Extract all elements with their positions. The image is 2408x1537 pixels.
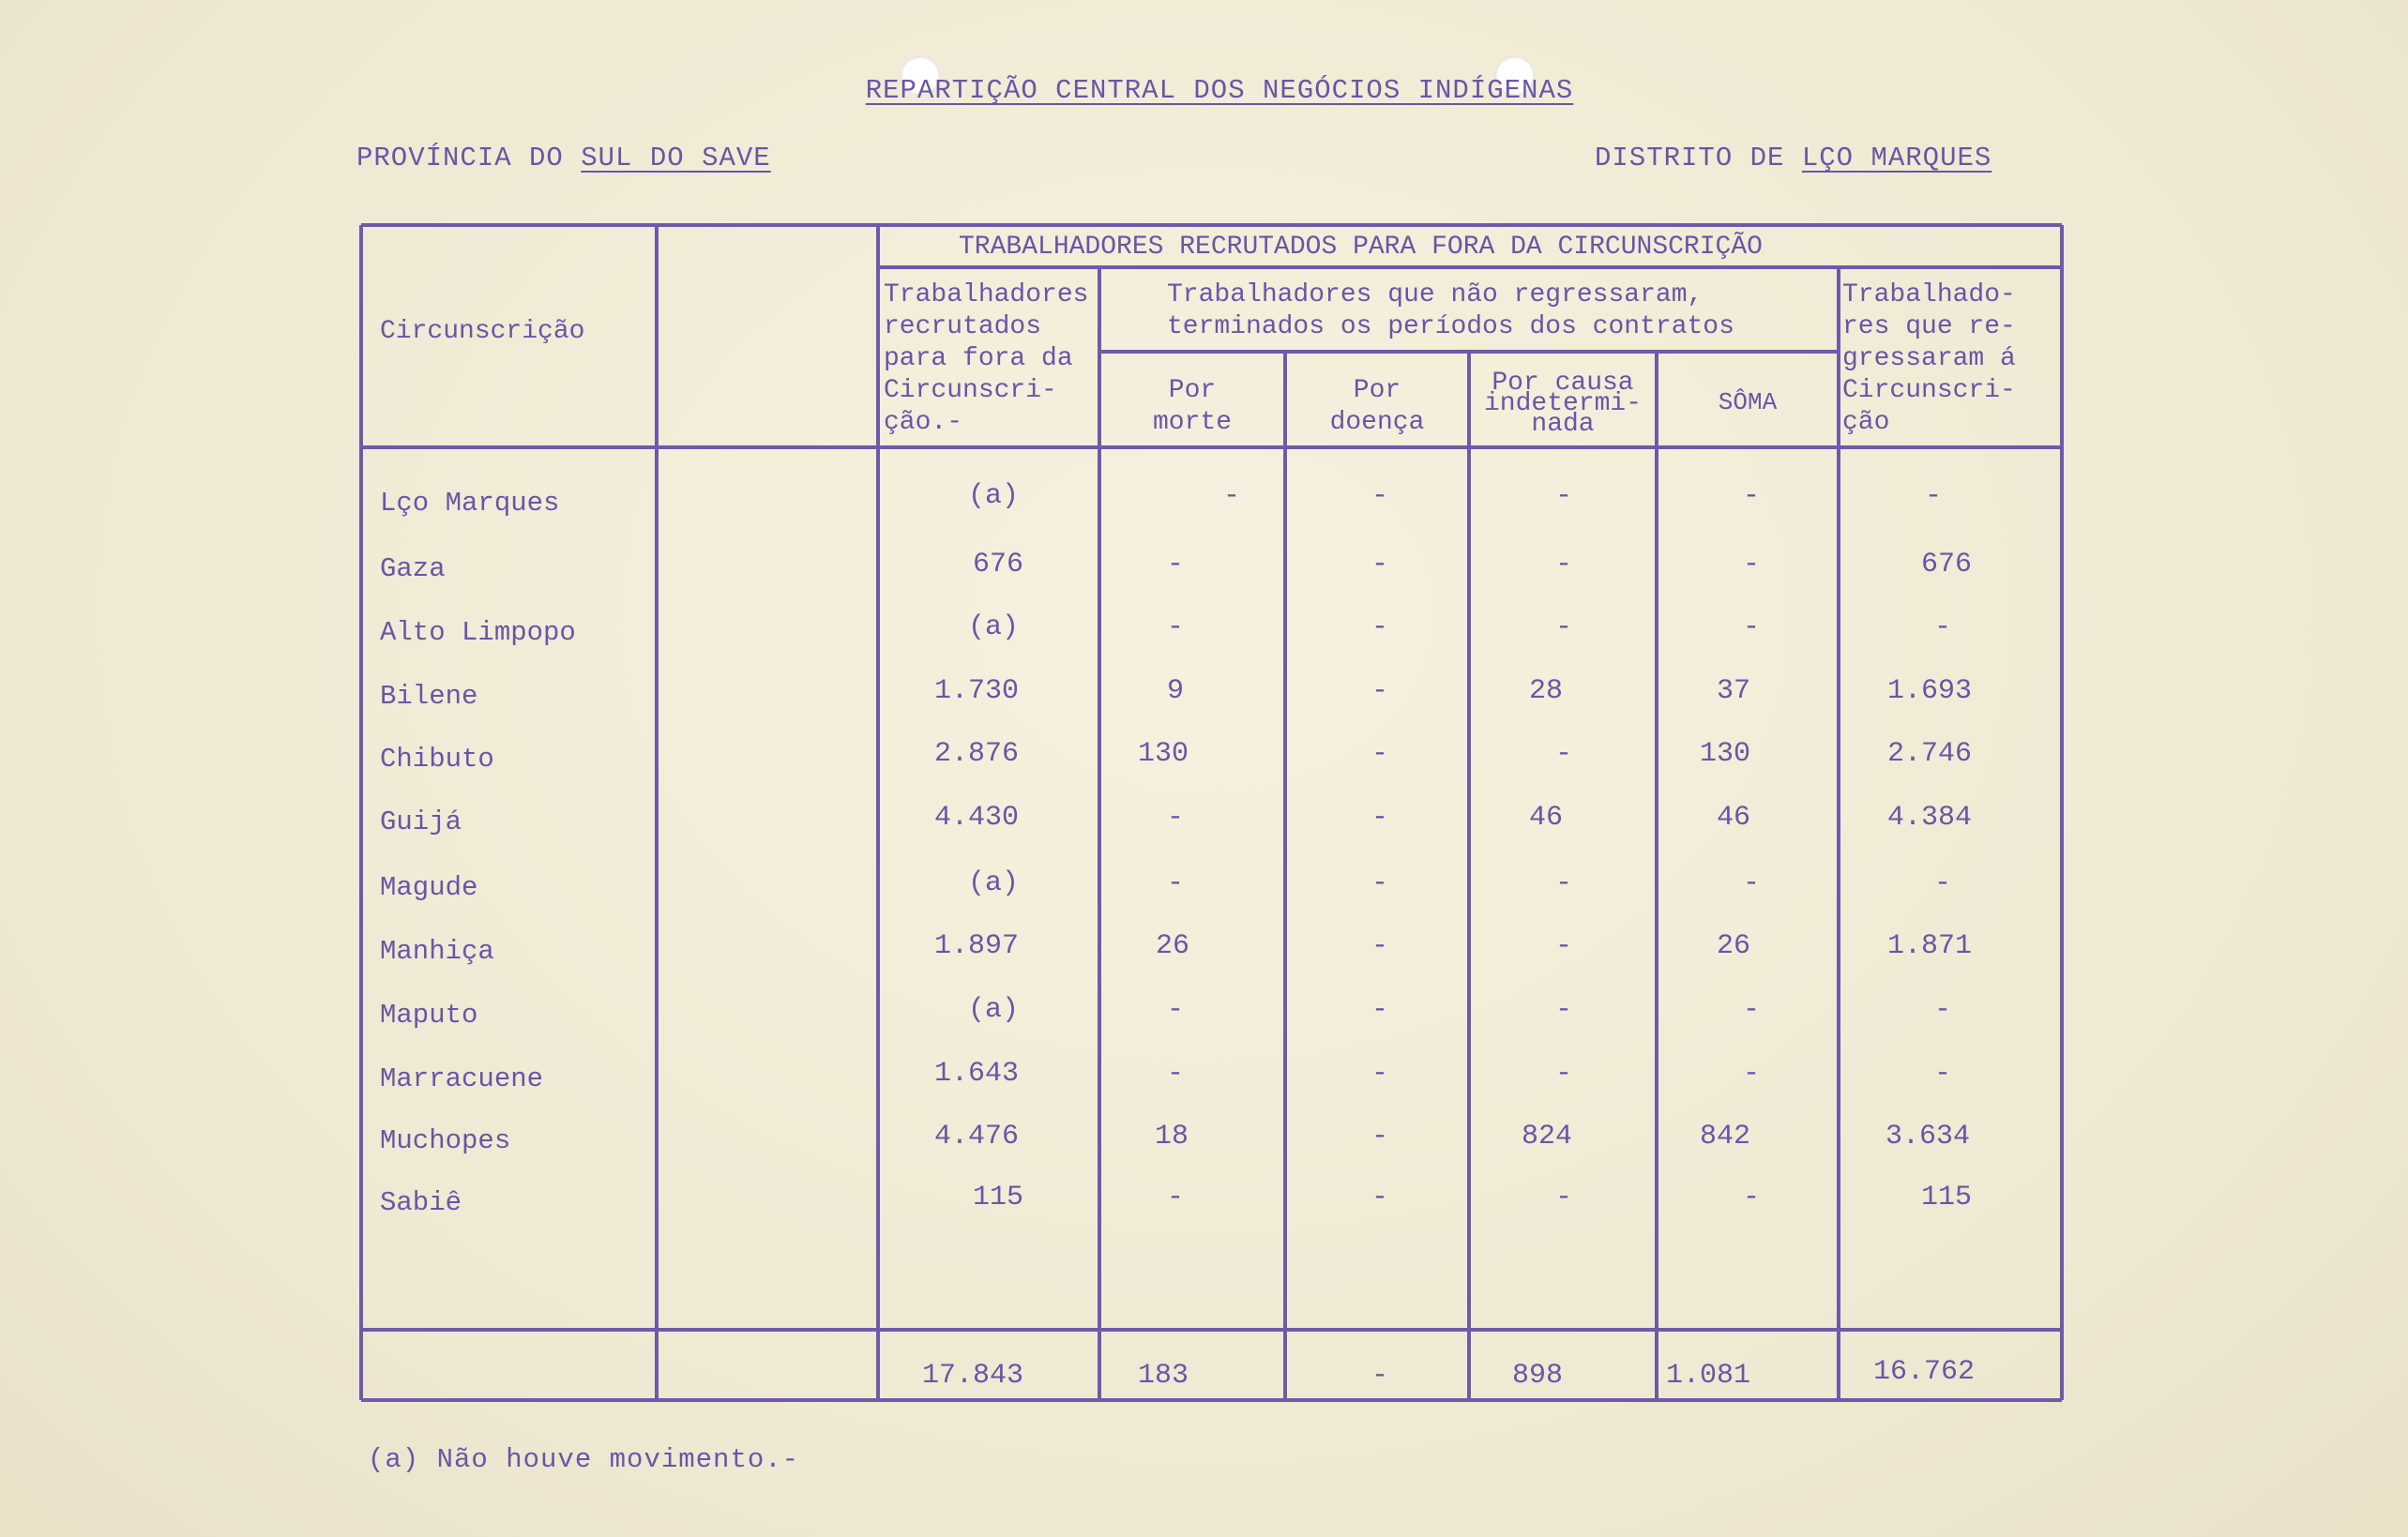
total-undetermined: 898 xyxy=(1511,1360,1563,1392)
cell-sum: - xyxy=(1742,1182,1760,1213)
cell-undetermined: - xyxy=(1554,994,1572,1026)
cell-returned: - xyxy=(1933,1058,1951,1090)
cell-sum: 46 xyxy=(1716,802,1750,834)
cell-death: - xyxy=(1166,994,1184,1026)
cell-recruited: 4.430 xyxy=(933,802,1019,834)
province-label: PROVÍNCIA DO xyxy=(356,143,564,173)
cell-death: - xyxy=(1222,480,1240,512)
cell-recruited: (a) xyxy=(967,611,1019,643)
cell-undetermined: - xyxy=(1554,738,1572,770)
header-circunscricao: Circunscrição xyxy=(380,317,585,346)
header-super: TRABALHADORES RECRUTADOS PARA FORA DA CIRCUNSCRIÇÃO xyxy=(959,233,1763,262)
cell-sum: - xyxy=(1742,867,1760,899)
cell-sum: - xyxy=(1742,611,1760,643)
cell-death: - xyxy=(1166,611,1184,643)
cell-recruited: 1.643 xyxy=(933,1058,1019,1090)
cell-undetermined: 824 xyxy=(1521,1121,1572,1153)
header-illness: Por doença xyxy=(1329,376,1425,437)
cell-illness: - xyxy=(1371,1058,1388,1090)
cell-recruited: 2.876 xyxy=(933,738,1019,770)
cell-returned: 3.634 xyxy=(1885,1121,1970,1153)
cell-illness: - xyxy=(1371,994,1388,1026)
cell-undetermined: - xyxy=(1554,867,1572,899)
cell-returned: 115 xyxy=(1920,1182,1972,1213)
header-returned: Trabalhado- res que re- gressaram á Circunscri- ção xyxy=(1842,280,2016,437)
cell-death: - xyxy=(1166,1182,1184,1213)
row-name: Marracuene xyxy=(380,1063,544,1094)
cell-returned: - xyxy=(1933,994,1951,1026)
cell-recruited: 1.730 xyxy=(933,675,1019,707)
cell-illness: - xyxy=(1371,675,1388,707)
row-name: Alto Limpopo xyxy=(380,617,576,648)
district-label: DISTRITO DE xyxy=(1595,143,1785,173)
cell-returned: - xyxy=(1933,611,1951,643)
cell-sum: - xyxy=(1742,549,1760,580)
row-name: Guijá xyxy=(380,806,462,837)
cell-illness: - xyxy=(1371,611,1388,643)
cell-returned: - xyxy=(1933,867,1951,899)
total-death: 183 xyxy=(1137,1360,1189,1392)
header-sum: SÔMA xyxy=(1718,388,1778,416)
cell-recruited: 115 xyxy=(972,1182,1023,1213)
cell-undetermined: - xyxy=(1554,480,1572,512)
row-name: Muchopes xyxy=(380,1125,511,1156)
cell-recruited: (a) xyxy=(967,994,1019,1026)
cell-undetermined: 28 xyxy=(1528,675,1563,707)
cell-illness: - xyxy=(1371,738,1388,770)
total-illness: - xyxy=(1371,1360,1388,1392)
header-not-returned: Trabalhadores que não regressaram, terminados os períodos dos contratos xyxy=(1167,280,1734,341)
cell-undetermined: - xyxy=(1554,1058,1572,1090)
cell-death: - xyxy=(1166,867,1184,899)
cell-death: 26 xyxy=(1155,930,1189,962)
cell-returned: - xyxy=(1924,480,1942,512)
cell-sum: 26 xyxy=(1716,930,1750,962)
row-name: Chibuto xyxy=(380,744,494,775)
cell-sum: - xyxy=(1742,1058,1760,1090)
cell-death: 18 xyxy=(1154,1121,1189,1153)
row-name: Lço Marques xyxy=(380,488,560,519)
cell-sum: - xyxy=(1742,480,1760,512)
document-title: REPARTIÇÃO CENTRAL DOS NEGÓCIOS INDÍGENAS xyxy=(865,75,1574,106)
cell-undetermined: 46 xyxy=(1528,802,1563,834)
cell-illness: - xyxy=(1371,1121,1388,1153)
cell-death: - xyxy=(1166,802,1184,834)
cell-recruited: 1.897 xyxy=(933,930,1019,962)
cell-undetermined: - xyxy=(1554,611,1572,643)
row-name: Magude xyxy=(380,872,478,903)
row-name: Manhiça xyxy=(380,936,494,967)
province-line xyxy=(356,143,771,173)
cell-sum: 130 xyxy=(1699,738,1750,770)
cell-returned: 1.871 xyxy=(1886,930,1972,962)
header-death: Por morte xyxy=(1152,376,1232,437)
cell-death: - xyxy=(1166,549,1184,580)
header-recruited: Trabalhadores recrutados para fora da Circunscri- ção.- xyxy=(884,280,1089,437)
row-name: Sabiê xyxy=(380,1187,462,1218)
cell-illness: - xyxy=(1371,867,1388,899)
cell-recruited: 676 xyxy=(972,549,1023,580)
footnote: (a) Não houve movimento.- xyxy=(368,1444,800,1475)
cell-sum: - xyxy=(1742,994,1760,1026)
district-name: LÇO MARQUES xyxy=(1801,143,1992,173)
row-name: Gaza xyxy=(380,553,446,584)
header-undetermined: Por causa indetermi- nada xyxy=(1483,369,1643,439)
cell-illness: - xyxy=(1371,480,1388,512)
cell-death: 9 xyxy=(1166,675,1184,707)
cell-returned: 4.384 xyxy=(1886,802,1972,834)
cell-sum: 842 xyxy=(1699,1121,1750,1153)
cell-recruited: 4.476 xyxy=(933,1121,1019,1153)
total-returned: 16.762 xyxy=(1872,1356,1975,1388)
cell-returned: 1.693 xyxy=(1886,675,1972,707)
row-name: Maputo xyxy=(380,1000,478,1031)
cell-death: 130 xyxy=(1137,738,1189,770)
cell-undetermined: - xyxy=(1554,930,1572,962)
cell-returned: 2.746 xyxy=(1886,738,1972,770)
cell-recruited: (a) xyxy=(967,480,1019,512)
total-sum: 1.081 xyxy=(1665,1360,1750,1392)
cell-illness: - xyxy=(1371,549,1388,580)
cell-illness: - xyxy=(1371,930,1388,962)
cell-undetermined: - xyxy=(1554,549,1572,580)
total-recruited: 17.843 xyxy=(921,1360,1023,1392)
province-name: SUL DO SAVE xyxy=(581,143,771,173)
cell-recruited: (a) xyxy=(967,867,1019,899)
cell-illness: - xyxy=(1371,802,1388,834)
cell-sum: 37 xyxy=(1716,675,1750,707)
row-name: Bilene xyxy=(380,681,478,712)
district-line xyxy=(1595,143,1992,173)
cell-returned: 676 xyxy=(1920,549,1972,580)
cell-illness: - xyxy=(1371,1182,1388,1213)
cell-undetermined: - xyxy=(1554,1182,1572,1213)
cell-death: - xyxy=(1166,1058,1184,1090)
